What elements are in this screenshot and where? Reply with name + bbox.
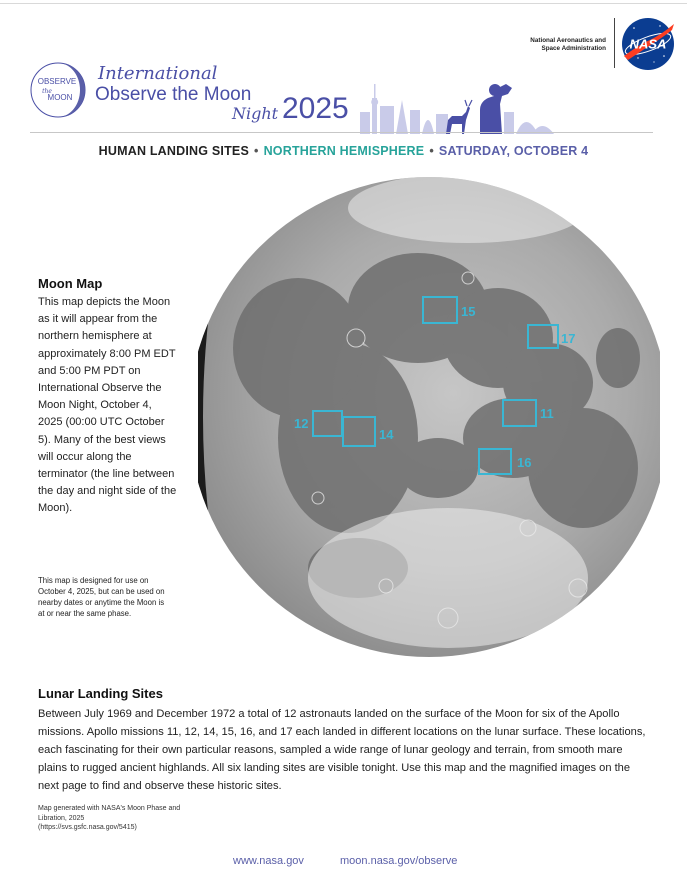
footer-link-nasa[interactable]: www.nasa.gov [233, 855, 304, 867]
moon-map-usage-note: This map is designed for use on October 4, 2025, but can be used on nearby dates or anytime the Moon is at or near the same phase. [38, 576, 165, 618]
landing-site-label-17: 17 [561, 331, 576, 346]
nasa-logo-text: NASA [629, 36, 667, 52]
header-divider [614, 18, 615, 68]
landing-site-label-11: 11 [540, 406, 554, 421]
nasa-logo[interactable] [620, 16, 676, 72]
landing-sites-description: Between July 1969 and December 1972 a total of 12 astronauts landed on the surface of the Moon for six of the Apollo missions. Apollo missions 11, 12, 14, 15, 16, and 17 each landed in different locations on the lunar surface. These locations, each fascinating for their own particular reasons, sampled a wide range of lunar geology and terrain, from smooth mare plains to rugged ancient highlands. All six landing sites are visible tonight. Use this map and the magnified images on the next page to find and observe these historic sites. [38, 708, 646, 792]
moon-map-heading: Moon Map [38, 276, 103, 291]
moon-map [198, 168, 660, 666]
map-credit [38, 804, 238, 833]
map-credit-link[interactable]: (https://svs.gsfc.nasa.gov/5415) [38, 824, 137, 831]
subtitle-date: SATURDAY, OCTOBER 4 [438, 144, 589, 158]
title-international: International [98, 63, 218, 84]
title-observe-the-moon: Observe the Moon [95, 84, 252, 105]
observe-the-moon-logo[interactable] [30, 62, 86, 118]
subtitle-hemisphere: NORTHERN HEMISPHERE [263, 144, 425, 158]
map-credit-line2: Libration, 2025 [38, 814, 85, 822]
logo-text-the: the [42, 88, 52, 95]
banner-rule [30, 132, 653, 133]
title-year: 2025 [282, 92, 349, 125]
deer-silhouette [446, 100, 472, 134]
landing-site-label-15: 15 [461, 304, 476, 319]
city-skyline-silhouette [360, 84, 554, 134]
page-subtitle [0, 144, 687, 158]
subtitle-landing-sites: HUMAN LANDING SITES [98, 144, 249, 158]
map-credit-line1: Map generated with NASA's Moon Phase and [38, 805, 181, 812]
subtitle-separator: • [429, 144, 434, 158]
logo-text-moon: MOON [47, 93, 73, 102]
title-night: Night [232, 104, 279, 123]
agency-name-line1: National Aeronautics and [530, 37, 606, 44]
footer-link-moon-observe[interactable]: moon.nasa.gov/observe [340, 855, 458, 867]
agency-name [512, 37, 606, 53]
agency-name-line2: Space Administration [541, 45, 606, 52]
landing-sites-heading: Lunar Landing Sites [38, 686, 163, 701]
subtitle-separator: • [253, 144, 259, 158]
logo-text-observe: OBSERVE [37, 77, 77, 86]
landing-site-label-14: 14 [379, 427, 394, 442]
skyline-illustration [356, 76, 556, 134]
top-rule [0, 3, 687, 4]
landing-site-label-12: 12 [294, 416, 309, 431]
moon-map-description: This map depicts the Moon as it will appear from the northern hemisphere at approximately 8:00 PM EDT and 5:00 PM PDT on International Observe the Moon Night, October 4, 2025 (00:00 UTC October 5). Many of the best views will occur along the terminator (the line between the day and night side of the Moon). [38, 296, 177, 515]
landing-site-label-16: 16 [517, 455, 532, 470]
